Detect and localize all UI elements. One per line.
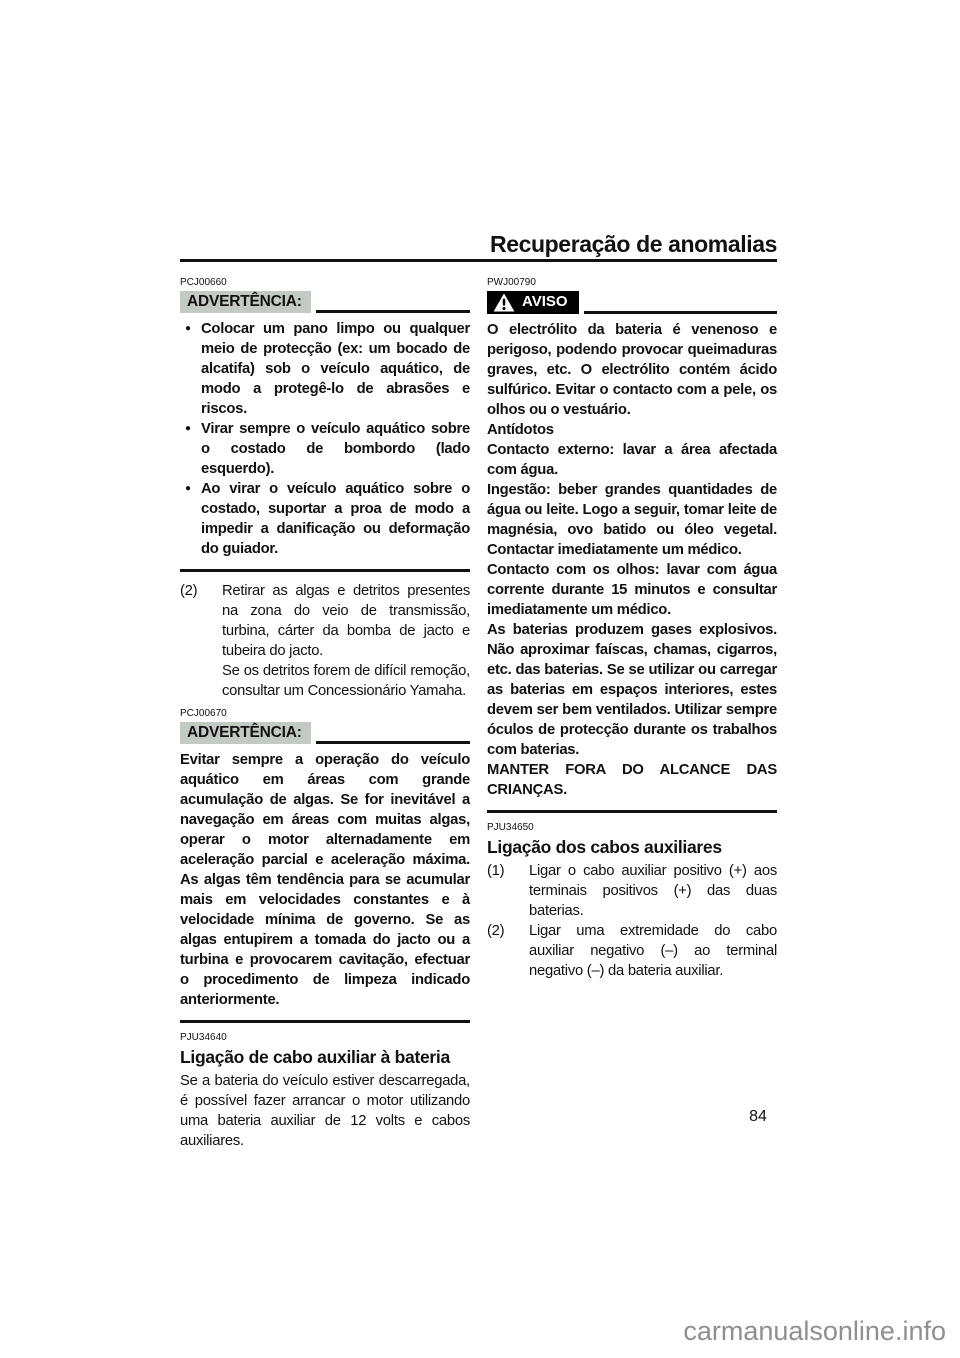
section-heading: Ligação dos cabos auxiliares [487, 837, 722, 857]
page-title: Recuperação de anomalias [490, 231, 777, 257]
watermark: carmanualsonline.info [683, 1316, 946, 1346]
bullet-item [180, 319, 470, 419]
section-code: PJU34650 [487, 822, 534, 833]
section-heading: Ligação de cabo auxiliar à bateria [180, 1047, 450, 1067]
item-number: (1) [487, 863, 505, 879]
paragraph: Antídotos [487, 422, 554, 438]
paragraph: MANTER FORA DO ALCANCE DAS CRIANÇAS. [487, 762, 777, 798]
warning-label-box [487, 291, 579, 314]
item-paragraph: Retirar as algas e detritos presentes na zona do veio de transmissão, turbina, cárter da bomba de jacto e tubeira do jacto. [222, 583, 470, 659]
numbered-item [180, 581, 470, 701]
section-rule [180, 1020, 470, 1023]
item-paragraph: Ligar uma extremidade do cabo auxiliar negativo (–) ao terminal negativo (–) da bateria auxiliar. [529, 923, 777, 979]
section-code: PCJ00670 [180, 708, 227, 719]
section-rule [487, 810, 777, 813]
page-number: 84 [749, 1108, 767, 1125]
section-code: PWJ00790 [487, 277, 536, 288]
paragraph: Se a bateria do veículo estiver descarregada, é possível fazer arrancar o motor utilizando uma bateria auxiliar de 12 volts e cabos auxiliares. [180, 1073, 470, 1149]
caution-label-box: ADVERTÊNCIA: [180, 722, 311, 744]
section-code: PJU34640 [180, 1032, 227, 1043]
bullet-icon: ● [185, 423, 191, 434]
bullet-item-text: Virar sempre o veículo aquático sobre o costado de bombordo (lado esquerdo). [201, 421, 470, 477]
item-number: (2) [180, 583, 198, 599]
right-column [487, 270, 777, 981]
warning-label-text: AVISO [522, 293, 568, 310]
left-column [180, 270, 470, 1151]
bullet-item-text: Colocar um pano limpo ou qualquer meio de protecção (ex: um bocado de alcatifa) sob o veículo aquático, de modo a protegê-lo de abrasões e riscos. [201, 321, 470, 417]
item-paragraph: Se os detritos forem de difícil remoção, consultar um Concessionário Yamaha. [222, 663, 470, 699]
item-number: (2) [487, 923, 505, 939]
warning-triangle-icon [493, 293, 515, 312]
page-content [180, 232, 777, 1151]
caution-label [180, 722, 470, 744]
caution-label-box: ADVERTÊNCIA: [180, 291, 311, 313]
label-rule [316, 741, 470, 744]
section-code: PCJ00660 [180, 277, 227, 288]
warning-label [487, 291, 777, 314]
label-rule [584, 311, 777, 314]
label-rule [316, 310, 470, 313]
section-rule [180, 569, 470, 572]
bullet-item [180, 419, 470, 479]
title-rule [180, 259, 777, 262]
item-text [529, 921, 777, 981]
bullet-icon: ● [185, 483, 191, 494]
paragraph: Ingestão: beber grandes quantidades de água ou leite. Logo a seguir, tomar leite de magnésia, ovo batido ou óleo vegetal. Contactar imediatamente um médico. [487, 482, 777, 558]
bullet-item-text: Ao virar o veículo aquático sobre o costado, suportar a proa de modo a impedir a danificação ou deformação do guiador. [201, 481, 470, 557]
text-columns [180, 270, 777, 1151]
paragraph: Contacto com os olhos: lavar com água corrente durante 15 minutos e consultar imediatamente um médico. [487, 562, 777, 618]
item-paragraph: Ligar o cabo auxiliar positivo (+) aos terminais positivos (+) das duas baterias. [529, 863, 777, 919]
bullet-icon: ● [185, 323, 191, 334]
bullet-list [180, 319, 470, 559]
paragraph: Contacto externo: lavar a área afectada com água. [487, 442, 777, 478]
paragraph: As baterias produzem gases explosivos. Não aproximar faíscas, chamas, cigarros, etc. das baterias. Se se utilizar ou carregar as baterias em espaços interiores, estes devem ser bem ventilados. Utilizar sempre óculos de protecção durante os trabalhos com baterias. [487, 622, 777, 758]
item-text [222, 581, 470, 701]
item-text [529, 861, 777, 921]
paragraph: O electrólito da bateria é venenoso e perigoso, podendo provocar queimaduras graves, etc. O electrólito contém ácido sulfúrico. Evitar o contacto com a pele, os olhos ou o vestuário. [487, 322, 777, 418]
paragraph: Evitar sempre a operação do veículo aquático em áreas com grande acumulação de algas. Se for inevitável a navegação em áreas com muitas algas, operar o motor alternadamente em aceleração parcial e aceleração máxima. As algas têm tendência para se acumular mais em velocidades constantes e à velocidade mínima de governo. Se as algas entupirem a tomada do jacto ou a turbina e provocarem cavitação, efectuar o procedimento de limpeza indicado anteriormente. [180, 752, 470, 1008]
numbered-item [487, 921, 777, 981]
bullet-item [180, 479, 470, 559]
numbered-item [487, 861, 777, 921]
caution-label [180, 291, 470, 313]
